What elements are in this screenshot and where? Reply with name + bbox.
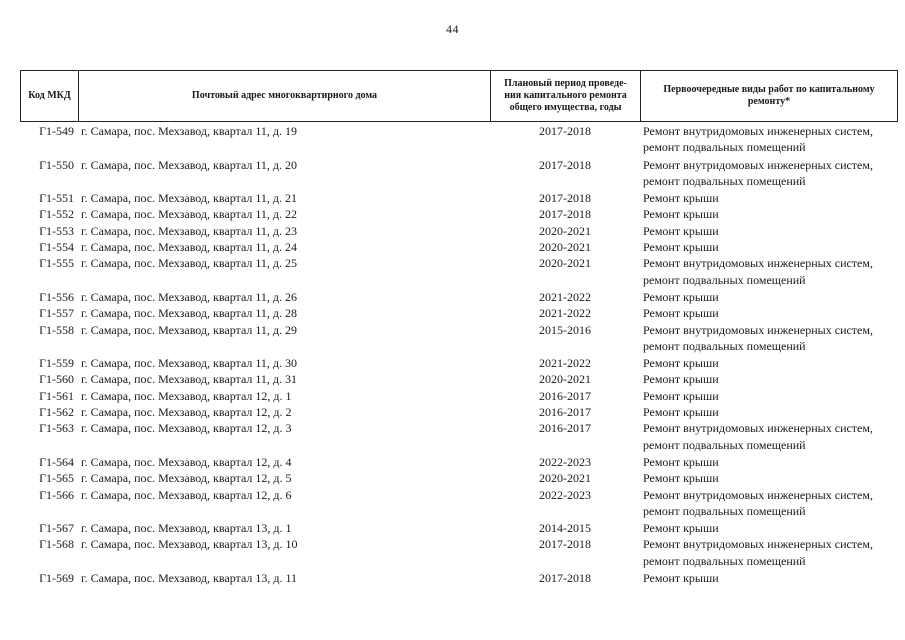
row-period: 2022-2023	[539, 487, 591, 502]
row-period: 2017-2018	[539, 124, 591, 138]
row-code: Г1-569	[39, 571, 74, 586]
row-address: г. Самара, пос. Мехзавод, квартал 11, д. 20	[81, 157, 298, 172]
row-period: 2020-2021	[539, 471, 591, 486]
row-code: Г1-555	[39, 256, 74, 271]
row-code: Г1-549	[39, 124, 74, 138]
row-period: 2016-2017	[539, 388, 591, 403]
row-period: 2017-2018	[539, 207, 591, 222]
table-row	[20, 404, 898, 420]
row-address: г. Самара, пос. Мехзавод, квартал 13, д. 1	[81, 521, 292, 536]
row-code: Г1-565	[39, 471, 74, 486]
row-works: Ремонт крыши	[643, 240, 719, 255]
row-address: г. Самара, пос. Мехзавод, квартал 12, д. 3	[81, 421, 292, 436]
row-works: Ремонт внутридомовых инженерных систем, ремонт подвальных помещений	[643, 124, 873, 155]
row-address: г. Самара, пос. Мехзавод, квартал 11, д. 30	[81, 356, 298, 371]
row-address: г. Самара, пос. Мехзавод, квартал 11, д. 28	[81, 306, 298, 321]
table-header	[20, 70, 898, 122]
row-address: г. Самара, пос. Мехзавод, квартал 11, д. 25	[81, 256, 298, 271]
row-period: 2017-2018	[539, 571, 591, 586]
row-period: 2020-2021	[539, 372, 591, 387]
row-works: Ремонт внутридомовых инженерных систем, ремонт подвальных помещений	[643, 256, 873, 287]
row-works: Ремонт крыши	[643, 454, 719, 469]
table-row	[20, 255, 898, 289]
table-row	[20, 454, 898, 470]
row-period: 2020-2021	[539, 256, 591, 271]
table-row	[20, 305, 898, 321]
row-address: г. Самара, пос. Мехзавод, квартал 11, д. 23	[81, 223, 298, 238]
row-code: Г1-562	[39, 405, 74, 420]
row-period: 2022-2023	[539, 454, 591, 469]
row-period: 2014-2015	[539, 521, 591, 536]
table-row	[20, 536, 898, 570]
row-works: Ремонт крыши	[643, 207, 719, 222]
table-row	[20, 470, 898, 486]
table-body	[20, 123, 898, 586]
row-works: Ремонт крыши	[643, 388, 719, 403]
row-period: 2017-2018	[539, 537, 591, 552]
row-period: 2021-2022	[539, 306, 591, 321]
row-works: Ремонт крыши	[643, 356, 719, 371]
row-period: 2017-2018	[539, 191, 591, 206]
row-address: г. Самара, пос. Мехзавод, квартал 11, д. 29	[81, 322, 298, 337]
row-code: Г1-561	[39, 388, 74, 403]
table-row	[20, 190, 898, 206]
row-period: 2021-2022	[539, 289, 591, 304]
row-address: г. Самара, пос. Мехзавод, квартал 11, д. 19	[81, 124, 298, 138]
row-address: г. Самара, пос. Мехзавод, квартал 12, д. 5	[81, 471, 292, 486]
row-code: Г1-552	[39, 207, 74, 222]
table-row	[20, 520, 898, 536]
row-works: Ремонт крыши	[643, 521, 719, 536]
table-row	[20, 239, 898, 255]
table-row	[20, 420, 898, 454]
row-code: Г1-558	[39, 322, 74, 337]
row-address: г. Самара, пос. Мехзавод, квартал 11, д. 26	[81, 289, 298, 304]
row-code: Г1-559	[39, 356, 74, 371]
row-works: Ремонт внутридомовых инженерных систем, ремонт подвальных помещений	[643, 157, 873, 188]
table-row	[20, 206, 898, 222]
row-address: г. Самара, пос. Мехзавод, квартал 12, д. 4	[81, 454, 292, 469]
row-works: Ремонт крыши	[643, 306, 719, 321]
table-row	[20, 570, 898, 586]
row-works: Ремонт внутридомовых инженерных систем, ремонт подвальных помещений	[643, 421, 873, 452]
row-works: Ремонт крыши	[643, 571, 719, 586]
row-works: Ремонт крыши	[643, 289, 719, 304]
row-period: 2020-2021	[539, 223, 591, 238]
header-address: Почтовый адрес многоквартирного дома	[78, 71, 490, 121]
row-period: 2021-2022	[539, 356, 591, 371]
table-row	[20, 355, 898, 371]
row-code: Г1-557	[39, 306, 74, 321]
table-row	[20, 289, 898, 305]
row-address: г. Самара, пос. Мехзавод, квартал 13, д. 10	[81, 537, 298, 552]
row-works: Ремонт крыши	[643, 223, 719, 238]
row-period: 2020-2021	[539, 240, 591, 255]
row-works: Ремонт внутридомовых инженерных систем, ремонт подвальных помещений	[643, 322, 873, 353]
table-row	[20, 388, 898, 404]
row-code: Г1-566	[39, 487, 74, 502]
table-row	[20, 123, 898, 157]
row-code: Г1-551	[39, 191, 74, 206]
row-address: г. Самара, пос. Мехзавод, квартал 11, д. 24	[81, 240, 298, 255]
table-row	[20, 322, 898, 356]
row-works: Ремонт внутридомовых инженерных систем, ремонт подвальных помещений	[643, 537, 873, 568]
row-works: Ремонт крыши	[643, 191, 719, 206]
row-code: Г1-567	[39, 521, 74, 536]
page-number: 44	[446, 22, 459, 36]
header-works: Первоочередные виды работ по капитальному ремонту*	[640, 71, 898, 121]
row-code: Г1-550	[39, 157, 74, 172]
row-period: 2016-2017	[539, 421, 591, 436]
row-code: Г1-554	[39, 240, 74, 255]
row-address: г. Самара, пос. Мехзавод, квартал 11, д. 21	[81, 191, 298, 206]
row-period: 2017-2018	[539, 157, 591, 172]
row-code: Г1-560	[39, 372, 74, 387]
row-code: Г1-564	[39, 454, 74, 469]
row-address: г. Самара, пос. Мехзавод, квартал 11, д. 22	[81, 207, 298, 222]
row-code: Г1-563	[39, 421, 74, 436]
row-works: Ремонт крыши	[643, 405, 719, 420]
table-row	[20, 487, 898, 521]
row-address: г. Самара, пос. Мехзавод, квартал 13, д. 11	[81, 571, 298, 586]
row-works: Ремонт крыши	[643, 471, 719, 486]
row-address: г. Самара, пос. Мехзавод, квартал 11, д. 31	[81, 372, 298, 387]
row-address: г. Самара, пос. Мехзавод, квартал 12, д. 2	[81, 405, 292, 420]
row-code: Г1-556	[39, 289, 74, 304]
table-row	[20, 223, 898, 239]
row-code: Г1-568	[39, 537, 74, 552]
row-works: Ремонт крыши	[643, 372, 719, 387]
table-row	[20, 157, 898, 191]
row-period: 2016-2017	[539, 405, 591, 420]
row-code: Г1-553	[39, 223, 74, 238]
row-works: Ремонт внутридомовых инженерных систем, ремонт подвальных помещений	[643, 487, 873, 518]
header-code: Код МКД	[20, 71, 78, 121]
row-period: 2015-2016	[539, 322, 591, 337]
row-address: г. Самара, пос. Мехзавод, квартал 12, д. 1	[81, 388, 292, 403]
header-period: Плановый период проведе- ния капитального ремонта общего имущества, годы	[490, 71, 640, 121]
row-address: г. Самара, пос. Мехзавод, квартал 12, д. 6	[81, 487, 292, 502]
table-row	[20, 371, 898, 387]
